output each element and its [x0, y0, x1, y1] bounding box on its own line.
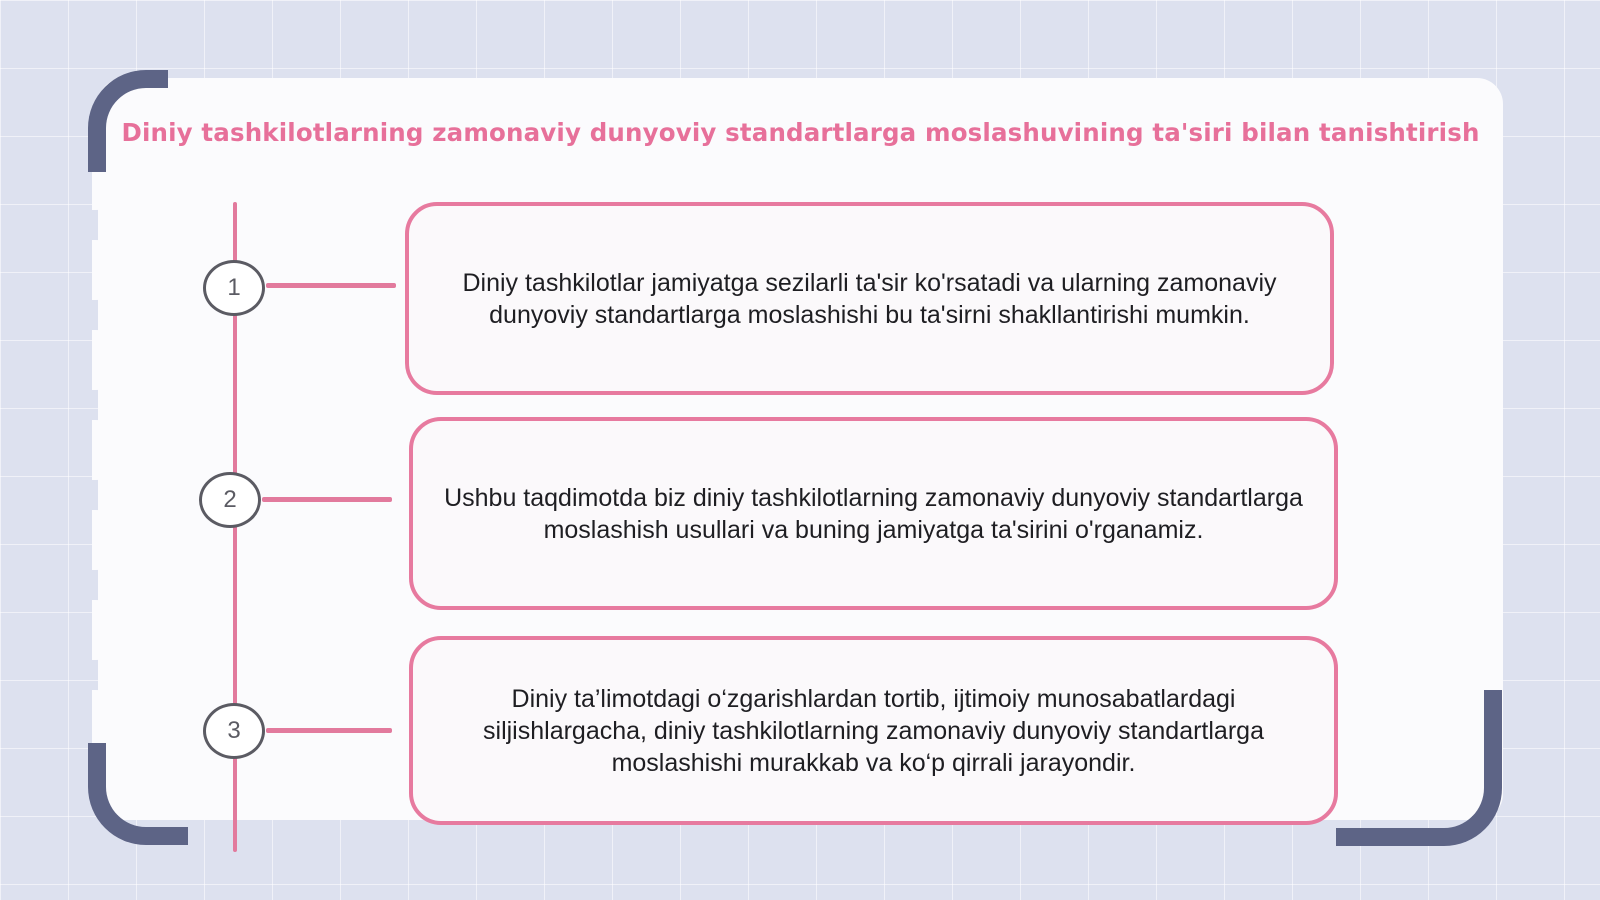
step-box-1	[405, 202, 1334, 395]
step-box-2	[409, 417, 1338, 610]
step-number-2: 2	[199, 472, 261, 528]
step-number-3: 3	[203, 703, 265, 759]
corner-bracket-bottom-left	[88, 743, 188, 845]
corner-bracket-bottom-right	[1336, 690, 1502, 846]
step-text-1: Diniy tashkilotlar jamiyatga sezilarli ta'sir ko'rsatadi va ularning zamonaviy dunyoviy standartlarga moslashishi bu ta'sirni shakllantirishi mumkin.	[462, 268, 1277, 329]
step-box-3	[409, 636, 1338, 825]
step-text-2: Ushbu taqdimotda biz diniy tashkilotlarning zamonaviy dunyoviy standartlarga moslashish usullari va buning jamiyatga ta'sirini o'rganamiz.	[444, 483, 1303, 544]
timeline-connector-2	[262, 497, 392, 502]
slide-title: Diniy tashkilotlarning zamonaviy dunyoviy standartlarga moslashuvining ta'siri bilan tanishtirish	[121, 118, 1480, 147]
timeline-connector-1	[266, 283, 396, 288]
step-number-1: 1	[203, 260, 265, 316]
step-text-3: Diniy ta’limotdagi o‘zgarishlardan tortib, ijtimoiy munosabatlardagi siljishlargacha, diniy tashkilotlarning zamonaviy dunyoviy standartlarga moslashishi murakkab va ko‘p qirrali jarayondir.	[483, 684, 1264, 777]
timeline-connector-3	[266, 728, 392, 733]
